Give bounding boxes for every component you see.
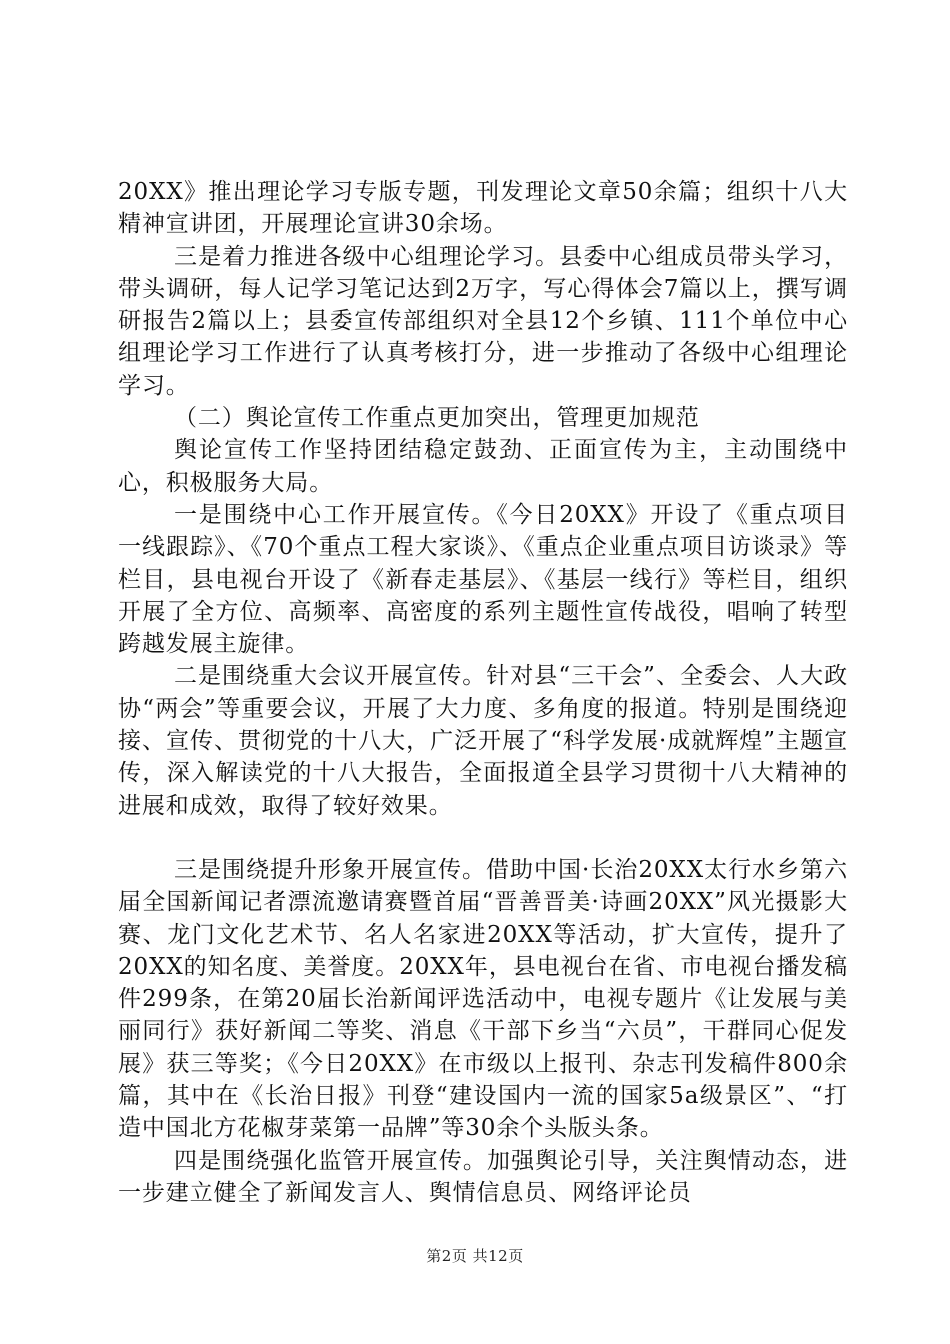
- paragraph-central-group-study: 三是着力推进各级中心组理论学习。县委中心组成员带头学习，带头调研，每人记学习笔记达到2万字，写心得体会7篇以上，撰写调研报告2篇以上；县委宣传部组织对全县12个乡镇、111个单位中心组理论学习工作进行了认真考核打分，进一步推动了各级中心组理论学习。: [118, 243, 848, 399]
- paragraph-central-work: 一是围绕中心工作开展宣传。《今日20XX》开设了《重点项目一线跟踪》、《70个重点工程大家谈》、《重点企业重点项目访谈录》等栏目，县电视台开设了《新春走基层》、《基层一线行》等栏目，组织开展了全方位、高频率、高密度的系列主题性宣传战役，唱响了转型跨越发展主旋律。: [118, 501, 848, 658]
- paragraph-image-promotion: 三是围绕提升形象开展宣传。借助中国·长治20XX太行水乡第六届全国新闻记者漂流邀请赛暨首届“晋善晋美·诗画20XX”风光摄影大赛、龙门文化艺术节、名人名家进20XX等活动，扩大宣传，提升了20XX的知名度、美誉度。20XX年，县电视台在省、市电视台播发稿件299条，在第20届长治新闻评选活动中，电视专题片《让发展与美丽同行》获好新闻二等奖、消息《干部下乡当“六员”，干群同心促发展》获三等奖；《今日20XX》在市级以上报刊、杂志刊发稿件800余篇，其中在《长治日报》刊登“建设国内一流的国家5a级景区”、“打造中国北方花椒芽菜第一品牌”等30余个头版头条。: [118, 856, 848, 1142]
- section-heading: （二）舆论宣传工作重点更加突出，管理更加规范: [174, 405, 700, 432]
- paragraph-supervision: 四是围绕强化监管开展宣传。加强舆论引导，关注舆情动态，进一步建立健全了新闻发言人、舆情信息员、网络评论员: [118, 1147, 848, 1206]
- page-footer: 第2页 共12页: [426, 1247, 524, 1265]
- paragraph-publicity-intro: 舆论宣传工作坚持团结稳定鼓劲、正面宣传为主，主动围绕中心，积极服务大局。: [118, 437, 848, 496]
- document-body: [118, 176, 848, 1209]
- paragraph-major-meetings: 二是围绕重大会议开展宣传。针对县“三干会”、全委会、人大政协“两会”等重要会议，开展了大力度、多角度的报道。特别是围绕迎接、宣传、贯彻党的十八大，广泛开展了“科学发展·成就辉煌”主题宣传，深入解读党的十八大报告，全面报道全县学习贯彻十八大精神的进展和成效，取得了较好效果。: [118, 663, 848, 819]
- paragraph-continuation: 20XX》推出理论学习专版专题，刊发理论文章50余篇；组织十八大精神宣讲团，开展理论宣讲30余场。: [118, 179, 848, 238]
